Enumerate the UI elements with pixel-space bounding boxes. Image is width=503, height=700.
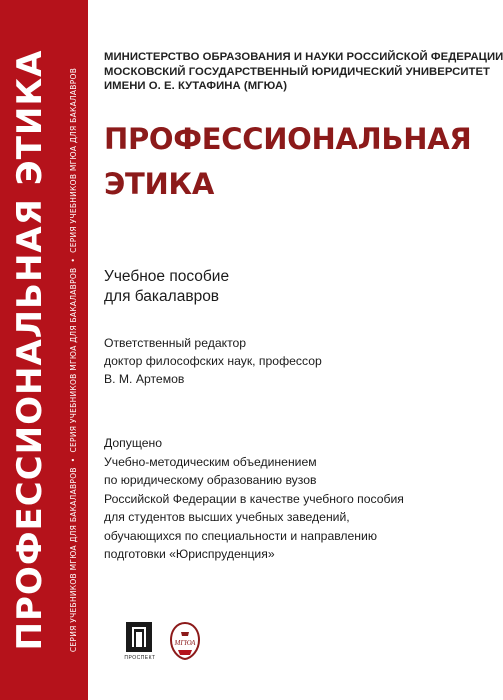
editor-line: Ответственный редактор xyxy=(104,336,247,350)
editor-line: доктор философских наук, профессор xyxy=(104,354,322,368)
series-text-2: СЕРИЯ УЧЕБНИКОВ МГЮА ДЛЯ БАКАЛАВРОВ xyxy=(67,267,78,453)
university-logo xyxy=(166,620,204,662)
book-title xyxy=(104,117,472,207)
subtitle-line: для бакалавров xyxy=(104,288,220,305)
approval-line: по юридическому образованию вузов xyxy=(104,473,317,487)
publisher-logo-icon xyxy=(126,622,152,652)
editor-block xyxy=(104,334,444,388)
approval-line: Российской Федерации в качестве учебного пособия xyxy=(104,491,404,506)
publisher-logo-label: ПРОСПЕКТ xyxy=(124,655,156,661)
title-line: ПРОФЕССИОНАЛЬНАЯ xyxy=(104,122,472,156)
institution-block xyxy=(104,50,503,94)
institution-line: МИНИСТЕРСТВО ОБРАЗОВАНИЯ И НАУКИ РОССИЙСКОЙ ФЕДЕРАЦИИ xyxy=(104,51,503,63)
red-spine-band xyxy=(0,0,88,700)
university-logo-label: МГЮА xyxy=(174,639,196,647)
spine-series-wrap xyxy=(58,0,88,700)
spine-title-wrap xyxy=(0,0,60,700)
series-text-1: СЕРИЯ УЧЕБНИКОВ МГЮА ДЛЯ БАКАЛАВРОВ xyxy=(67,467,78,653)
spine-series-line xyxy=(69,68,77,652)
subtitle-line: Учебное пособие xyxy=(104,268,230,285)
editor-line: В. М. Артемов xyxy=(104,372,185,386)
spine-title: ПРОФЕССИОНАЛЬНАЯ ЭТИКА xyxy=(10,49,50,651)
approval-block xyxy=(104,434,444,564)
cover-main-area xyxy=(104,0,503,700)
institution-line: МОСКОВСКИЙ ГОСУДАРСТВЕННЫЙ ЮРИДИЧЕСКИЙ УНИВЕРСИТЕТ xyxy=(104,65,491,78)
approval-line: Учебно-методическим объединением xyxy=(104,454,317,469)
approval-line: Допущено xyxy=(104,436,163,450)
publisher-logo xyxy=(124,622,156,662)
series-separator-2: • xyxy=(67,257,78,263)
approval-line: для студентов высших учебных заведений, xyxy=(104,510,350,524)
approval-line: подготовки «Юриспруденция» xyxy=(104,547,275,561)
series-text-3: СЕРИЯ УЧЕБНИКОВ МГЮА ДЛЯ БАКАЛАВРОВ xyxy=(67,67,78,253)
series-separator-1: • xyxy=(67,457,78,463)
institution-line: ИМЕНИ О. Е. КУТАФИНА (МГЮА) xyxy=(104,80,288,92)
book-subtitle xyxy=(104,267,444,307)
title-line: ЭТИКА xyxy=(104,167,214,201)
university-emblem-icon xyxy=(166,620,204,662)
approval-line: обучающихся по специальности и направлению xyxy=(104,528,377,543)
